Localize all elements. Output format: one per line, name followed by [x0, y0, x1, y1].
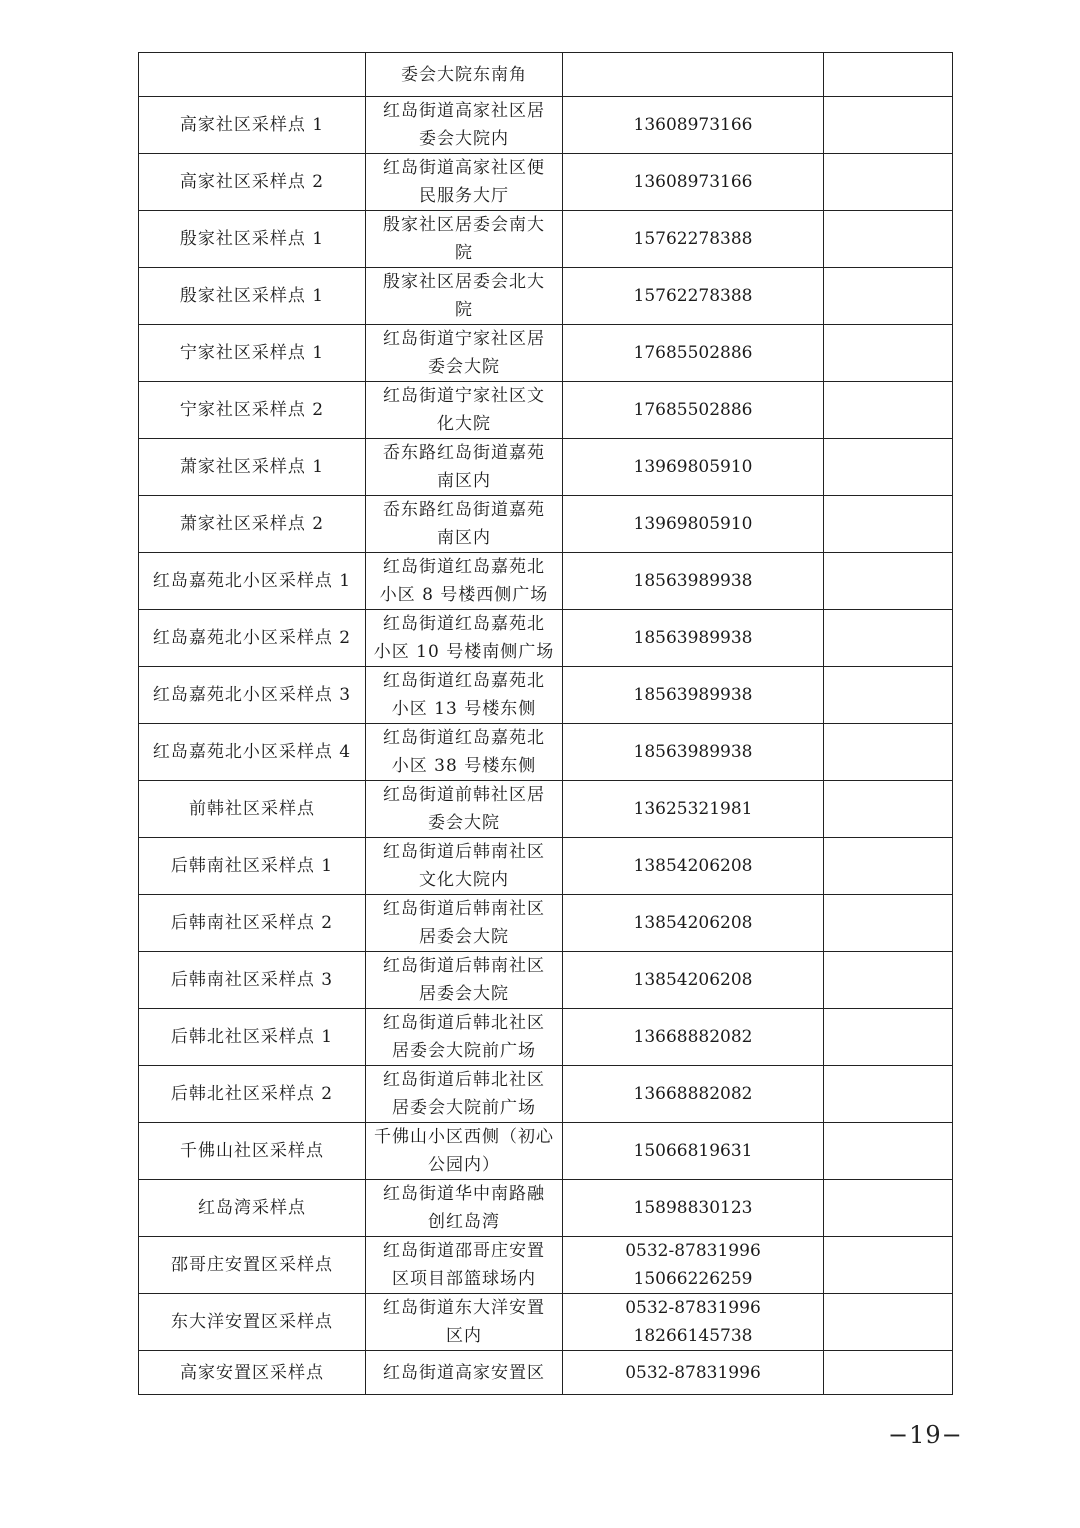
site-address-cell [366, 382, 563, 439]
contact-phone-line: 13854206208 [633, 970, 753, 990]
remarks-cell [824, 724, 953, 781]
site-address-cell [366, 154, 563, 211]
site-address-cell [366, 268, 563, 325]
contact-phone-cell [563, 610, 824, 667]
remarks-cell [824, 553, 953, 610]
site-address-cell [366, 1009, 563, 1066]
site-address-line: 红岛街道邵哥庄安置 [383, 1241, 545, 1261]
site-name-cell: 萧家社区采样点 2 [139, 496, 366, 553]
site-address-line: 小区 8 号楼西侧广场 [379, 585, 549, 605]
site-name-cell: 千佛山社区采样点 [139, 1123, 366, 1180]
site-address-line: 委会大院 [428, 357, 500, 377]
contact-phone-line: 18563989938 [633, 685, 753, 705]
site-address-line: 红岛街道红岛嘉苑北 [383, 728, 545, 748]
site-address-line: 红岛街道宁家社区文 [383, 386, 545, 406]
remarks-cell [824, 97, 953, 154]
contact-phone-line: 13668882082 [633, 1084, 753, 1104]
contact-phone-cell [563, 667, 824, 724]
site-name-cell: 殷家社区采样点 1 [139, 211, 366, 268]
site-address-line: 小区 10 号楼南侧广场 [373, 642, 555, 662]
remarks-cell [824, 1237, 953, 1294]
site-address-line: 红岛街道高家安置区 [383, 1362, 545, 1383]
contact-phone-line: 13608973166 [633, 115, 753, 135]
site-name-cell: 红岛嘉苑北小区采样点 1 [139, 553, 366, 610]
site-name-cell [139, 53, 366, 97]
site-address-line: 区内 [446, 1326, 482, 1346]
table-row [139, 439, 953, 496]
remarks-cell [824, 1294, 953, 1351]
remarks-cell [824, 781, 953, 838]
table-row [139, 154, 953, 211]
site-address-cell [366, 1351, 563, 1395]
remarks-cell [824, 1009, 953, 1066]
site-address-line: 红岛街道高家社区居 [383, 101, 545, 121]
site-name-cell: 后韩南社区采样点 2 [139, 895, 366, 952]
contact-phone-cell [563, 382, 824, 439]
site-address-line: 千佛山小区西侧（初心 [374, 1127, 554, 1147]
table-row [139, 97, 953, 154]
sampling-sites-table [138, 52, 953, 1395]
table-row [139, 724, 953, 781]
site-address-cell [366, 1294, 563, 1351]
site-address-line: 居委会大院前广场 [392, 1098, 536, 1118]
contact-phone-cell [563, 154, 824, 211]
table-row [139, 496, 953, 553]
remarks-cell [824, 1066, 953, 1123]
site-address-line: 红岛街道后韩北社区 [383, 1013, 545, 1033]
contact-phone-cell [563, 838, 824, 895]
site-address-line: 红岛街道宁家社区居 [383, 329, 545, 349]
contact-phone-line: 13668882082 [633, 1027, 753, 1047]
contact-phone-line: 13969805910 [633, 514, 753, 534]
site-address-line: 殷家社区居委会南大 [383, 215, 545, 235]
site-address-cell [366, 553, 563, 610]
site-address-line: 岙东路红岛街道嘉苑 [383, 500, 545, 520]
site-address-line: 创红岛湾 [428, 1212, 500, 1232]
contact-phone-cell [563, 439, 824, 496]
site-name-cell: 宁家社区采样点 1 [139, 325, 366, 382]
site-address-line: 居委会大院 [419, 927, 509, 947]
table-row [139, 610, 953, 667]
contact-phone-cell [563, 268, 824, 325]
remarks-cell [824, 1351, 953, 1395]
table-row [139, 781, 953, 838]
contact-phone-line: 18563989938 [633, 571, 753, 591]
site-name-cell: 红岛嘉苑北小区采样点 4 [139, 724, 366, 781]
site-address-cell [366, 1237, 563, 1294]
site-name-cell: 后韩南社区采样点 1 [139, 838, 366, 895]
site-address-line: 殷家社区居委会北大 [383, 272, 545, 292]
contact-phone-cell [563, 895, 824, 952]
contact-phone-line: 0532-87831996 [625, 1362, 761, 1383]
site-address-cell [366, 610, 563, 667]
remarks-cell [824, 268, 953, 325]
remarks-cell [824, 1180, 953, 1237]
contact-phone-line: 17685502886 [633, 400, 753, 420]
site-name-cell: 高家社区采样点 1 [139, 97, 366, 154]
site-address-line: 红岛街道后韩南社区 [383, 956, 545, 976]
site-address-line: 红岛街道红岛嘉苑北 [383, 557, 545, 577]
contact-phone-cell [563, 553, 824, 610]
site-address-line: 小区 13 号楼东侧 [391, 699, 537, 719]
site-address-line: 红岛街道华中南路融 [383, 1184, 545, 1204]
site-address-cell [366, 1123, 563, 1180]
remarks-cell [824, 667, 953, 724]
site-name-cell: 高家社区采样点 2 [139, 154, 366, 211]
table-body [139, 53, 953, 1395]
site-address-line: 红岛街道高家社区便 [383, 158, 545, 178]
table-row [139, 1009, 953, 1066]
contact-phone-cell [563, 211, 824, 268]
contact-phone-cell [563, 1351, 824, 1395]
site-address-line: 委会大院东南角 [401, 64, 527, 85]
site-address-cell [366, 838, 563, 895]
site-name-cell: 东大洋安置区采样点 [139, 1294, 366, 1351]
table-row [139, 1294, 953, 1351]
contact-phone-cell [563, 1237, 824, 1294]
site-address-line: 小区 38 号楼东侧 [391, 756, 537, 776]
site-name-cell: 后韩北社区采样点 2 [139, 1066, 366, 1123]
site-address-cell [366, 667, 563, 724]
contact-phone-line: 13854206208 [633, 856, 753, 876]
site-address-cell [366, 781, 563, 838]
site-name-cell: 萧家社区采样点 1 [139, 439, 366, 496]
site-address-line: 区项目部篮球场内 [392, 1269, 536, 1289]
site-address-cell [366, 895, 563, 952]
table-row [139, 667, 953, 724]
contact-phone-line: 15762278388 [633, 229, 753, 249]
contact-phone-line: 0532-87831996 [625, 1241, 761, 1261]
contact-phone-line: 15762278388 [633, 286, 753, 306]
contact-phone-line: 18266145738 [633, 1326, 753, 1346]
site-address-cell [366, 211, 563, 268]
contact-phone-line: 17685502886 [633, 343, 753, 363]
site-address-line: 委会大院 [428, 813, 500, 833]
site-address-cell [366, 1180, 563, 1237]
table-row [139, 952, 953, 1009]
remarks-cell [824, 439, 953, 496]
contact-phone-line: 18563989938 [633, 742, 753, 762]
site-address-line: 委会大院内 [419, 129, 509, 149]
site-address-line: 红岛街道后韩南社区 [383, 899, 545, 919]
site-address-cell [366, 97, 563, 154]
remarks-cell [824, 154, 953, 211]
contact-phone-cell [563, 53, 824, 97]
table-row [139, 1066, 953, 1123]
contact-phone-cell [563, 1009, 824, 1066]
page-number: −19− [888, 1421, 963, 1449]
site-address-line: 红岛街道后韩南社区 [383, 842, 545, 862]
contact-phone-cell [563, 1180, 824, 1237]
site-address-line: 民服务大厅 [419, 186, 509, 206]
contact-phone-line: 0532-87831996 [625, 1298, 761, 1318]
remarks-cell [824, 382, 953, 439]
site-name-cell: 邵哥庄安置区采样点 [139, 1237, 366, 1294]
site-name-cell: 前韩社区采样点 [139, 781, 366, 838]
table-row [139, 1237, 953, 1294]
site-name-cell: 高家安置区采样点 [139, 1351, 366, 1395]
site-address-cell [366, 439, 563, 496]
table-row [139, 53, 953, 97]
contact-phone-line: 15066226259 [633, 1269, 753, 1289]
site-name-cell: 殷家社区采样点 1 [139, 268, 366, 325]
contact-phone-cell [563, 1294, 824, 1351]
table-row [139, 553, 953, 610]
remarks-cell [824, 838, 953, 895]
site-address-cell [366, 1066, 563, 1123]
site-address-line: 居委会大院 [419, 984, 509, 1004]
site-address-line: 居委会大院前广场 [392, 1041, 536, 1061]
contact-phone-line: 13608973166 [633, 172, 753, 192]
site-address-line: 院 [455, 300, 473, 320]
site-address-cell [366, 952, 563, 1009]
site-address-cell [366, 724, 563, 781]
table-row [139, 1351, 953, 1395]
site-address-cell [366, 325, 563, 382]
contact-phone-line: 13969805910 [633, 457, 753, 477]
site-address-line: 化大院 [437, 414, 491, 434]
contact-phone-cell [563, 325, 824, 382]
contact-phone-line: 15898830123 [633, 1198, 753, 1218]
contact-phone-line: 13625321981 [633, 799, 753, 819]
site-name-cell: 红岛嘉苑北小区采样点 3 [139, 667, 366, 724]
contact-phone-cell [563, 1123, 824, 1180]
contact-phone-cell [563, 1066, 824, 1123]
contact-phone-cell [563, 496, 824, 553]
site-name-cell: 红岛湾采样点 [139, 1180, 366, 1237]
site-address-line: 院 [455, 243, 473, 263]
site-address-line: 南区内 [437, 528, 491, 548]
contact-phone-cell [563, 781, 824, 838]
remarks-cell [824, 610, 953, 667]
site-address-line: 红岛街道红岛嘉苑北 [383, 671, 545, 691]
site-name-cell: 红岛嘉苑北小区采样点 2 [139, 610, 366, 667]
contact-phone-line: 15066819631 [633, 1141, 753, 1161]
site-name-cell: 宁家社区采样点 2 [139, 382, 366, 439]
site-address-line: 红岛街道后韩北社区 [383, 1070, 545, 1090]
remarks-cell [824, 895, 953, 952]
table-row [139, 211, 953, 268]
site-name-cell: 后韩北社区采样点 1 [139, 1009, 366, 1066]
contact-phone-cell [563, 97, 824, 154]
site-address-line: 红岛街道前韩社区居 [383, 785, 545, 805]
remarks-cell [824, 952, 953, 1009]
site-address-line: 岙东路红岛街道嘉苑 [383, 443, 545, 463]
contact-phone-line: 13854206208 [633, 913, 753, 933]
site-address-line: 红岛街道东大洋安置 [383, 1298, 545, 1318]
table-row [139, 1180, 953, 1237]
site-name-cell: 后韩南社区采样点 3 [139, 952, 366, 1009]
site-address-line: 公园内） [428, 1155, 500, 1175]
table-row [139, 268, 953, 325]
contact-phone-cell [563, 724, 824, 781]
remarks-cell [824, 496, 953, 553]
remarks-cell [824, 211, 953, 268]
site-address-line: 红岛街道红岛嘉苑北 [383, 614, 545, 634]
table-row [139, 838, 953, 895]
contact-phone-cell [563, 952, 824, 1009]
site-address-line: 南区内 [437, 471, 491, 491]
table-row [139, 1123, 953, 1180]
remarks-cell [824, 1123, 953, 1180]
site-address-line: 文化大院内 [419, 870, 509, 890]
site-address-cell [366, 496, 563, 553]
contact-phone-line: 18563989938 [633, 628, 753, 648]
remarks-cell [824, 325, 953, 382]
site-address-cell [366, 53, 563, 97]
table-row [139, 895, 953, 952]
remarks-cell [824, 53, 953, 97]
table-row [139, 325, 953, 382]
table-row [139, 382, 953, 439]
